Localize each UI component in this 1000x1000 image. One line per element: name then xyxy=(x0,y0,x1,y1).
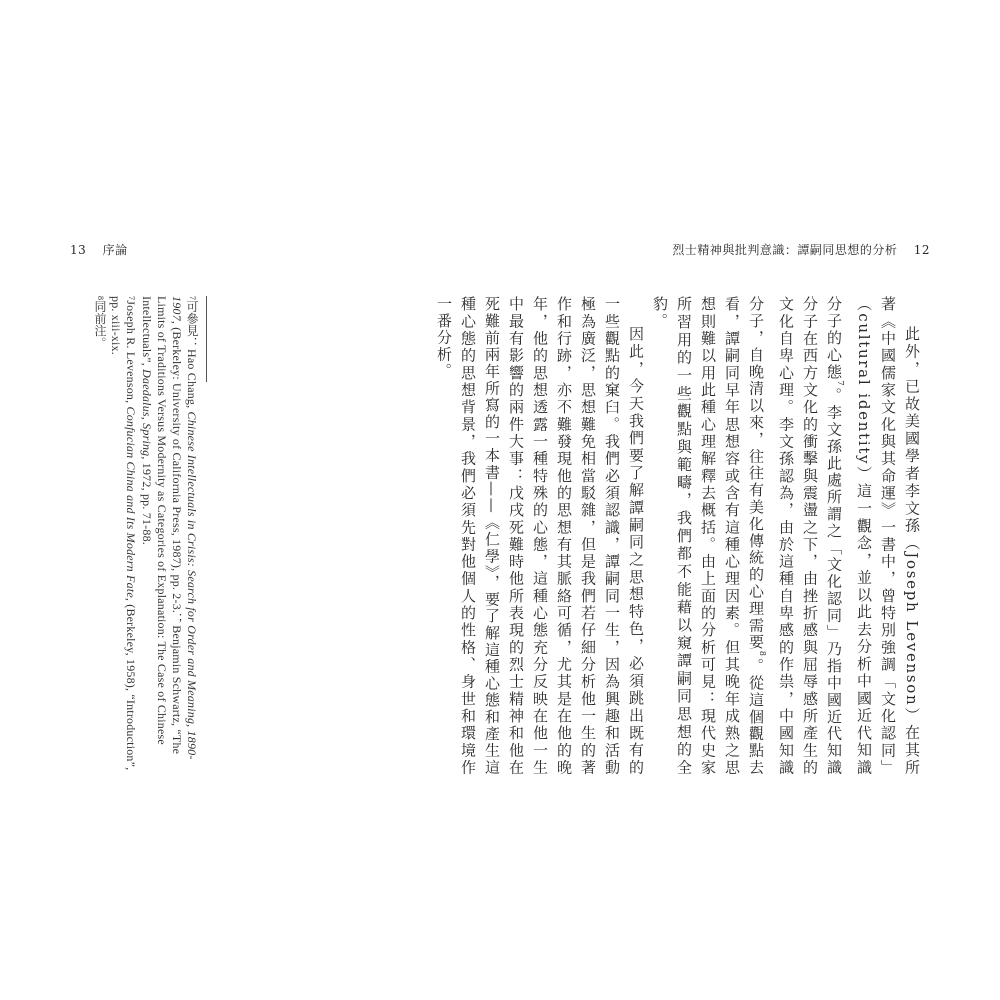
paragraph-2: 因此，今天我們要了解譚嗣同之思想特色，必須跳出既有的一些觀點的窠臼。我們必須認識，譚嗣同一生，因為興趣和活動極為廣泛，思想難免相當駁雜，但是我們若仔細分析他一生的著作和行跡，亦不難發現他的思想有其脈絡可循，尤其是在他的晚年，他的思想透露一種特殊的心態，這種心態充分反映在他一生中最有影響的兩件大事：戊戌死難時他所表現的烈士精神和他在死難前兩年所寫的一本書——《仁學》，要了解這種心態和產生這種心態的思想背景，我們必須先對他個人的性格、身世和環境作一番分析。 xyxy=(435,296,645,776)
right-header-title: 烈士精神與批判意識：譚嗣同思想的分析 xyxy=(672,243,898,257)
paragraph-1 xyxy=(648,296,924,776)
footnote-text: Joseph R. Levenson, xyxy=(124,300,138,407)
left-running-header xyxy=(58,241,128,258)
footnote-book-title: Confucian China and Its Modern Fate xyxy=(124,406,138,598)
footnote-text: , (Berkeley, 1958), “Introduction”, pp. xiii-xix. xyxy=(109,296,138,771)
footnotes xyxy=(80,296,200,776)
left-page-number: 13 xyxy=(70,243,87,257)
footnote-number: 7 xyxy=(127,296,136,301)
footnote-text: 可參見：Hao Chang, xyxy=(185,300,199,412)
footnote-journal-title: Daedalus, Spring xyxy=(140,369,154,457)
footnote-text: , 1972, pp. 71-88. xyxy=(140,456,154,545)
footnote-number: 7 xyxy=(188,296,197,301)
footnote-text: , (Berkeley: University of California Press, 1987), pp. 2-3.；Benjamin Schwartz, “The Limits of Traditions Versus Modernity as Categories of Explanation: The Case of Chinese Intellectuals”, xyxy=(140,296,184,755)
footnote-ref-8: 8 xyxy=(758,650,767,658)
footnote-number: 8 xyxy=(96,296,105,301)
footnote-text: 同前注。 xyxy=(93,300,107,350)
footnote-divider xyxy=(206,296,207,382)
footnote-2 xyxy=(108,296,139,776)
right-running-header xyxy=(672,241,942,258)
right-page-number: 12 xyxy=(913,243,930,257)
paragraph-1-part-b: 。李文孫此處所謂之「文化認同」乃指中國近代知識分子在西方文化的衝擊與震盪之下，由挫折感與屈辱感所產生的文化自卑心理。李文孫認為，由於這種自卑感的作祟，中國知識分子，自晚清以來，往往有美化傳統的心理需要 xyxy=(747,296,843,776)
footnote-ref-7: 7 xyxy=(836,380,845,388)
footnote-book-title: Chinese Intellectuals in Crisis: Search for Order and Meaning, 1890-1907 xyxy=(170,296,199,760)
footnote-1 xyxy=(139,296,200,776)
footnote-3 xyxy=(92,296,108,776)
paragraph-1-part-c: 。從這個觀點去看，譚嗣同早年思想容或含有這種心理因素。但其晚年成熟之思想則難以用此種心理解釋去概括。由上面的分析可見：現代史家所習用的一些觀點與範疇，我們都不能藉以窺譚嗣同思想的全豹。 xyxy=(651,296,765,777)
paragraph-1-part-a: 此外，已故美國學者李文孫（Joseph Levenson）在其所著《中國儒家文化與其命運》一書中，曾特別強調「文化認同」（cultural identity）這一觀念，並以此去分析中國近代知識分子的心態 xyxy=(825,296,921,776)
left-header-title: 序論 xyxy=(102,243,128,257)
